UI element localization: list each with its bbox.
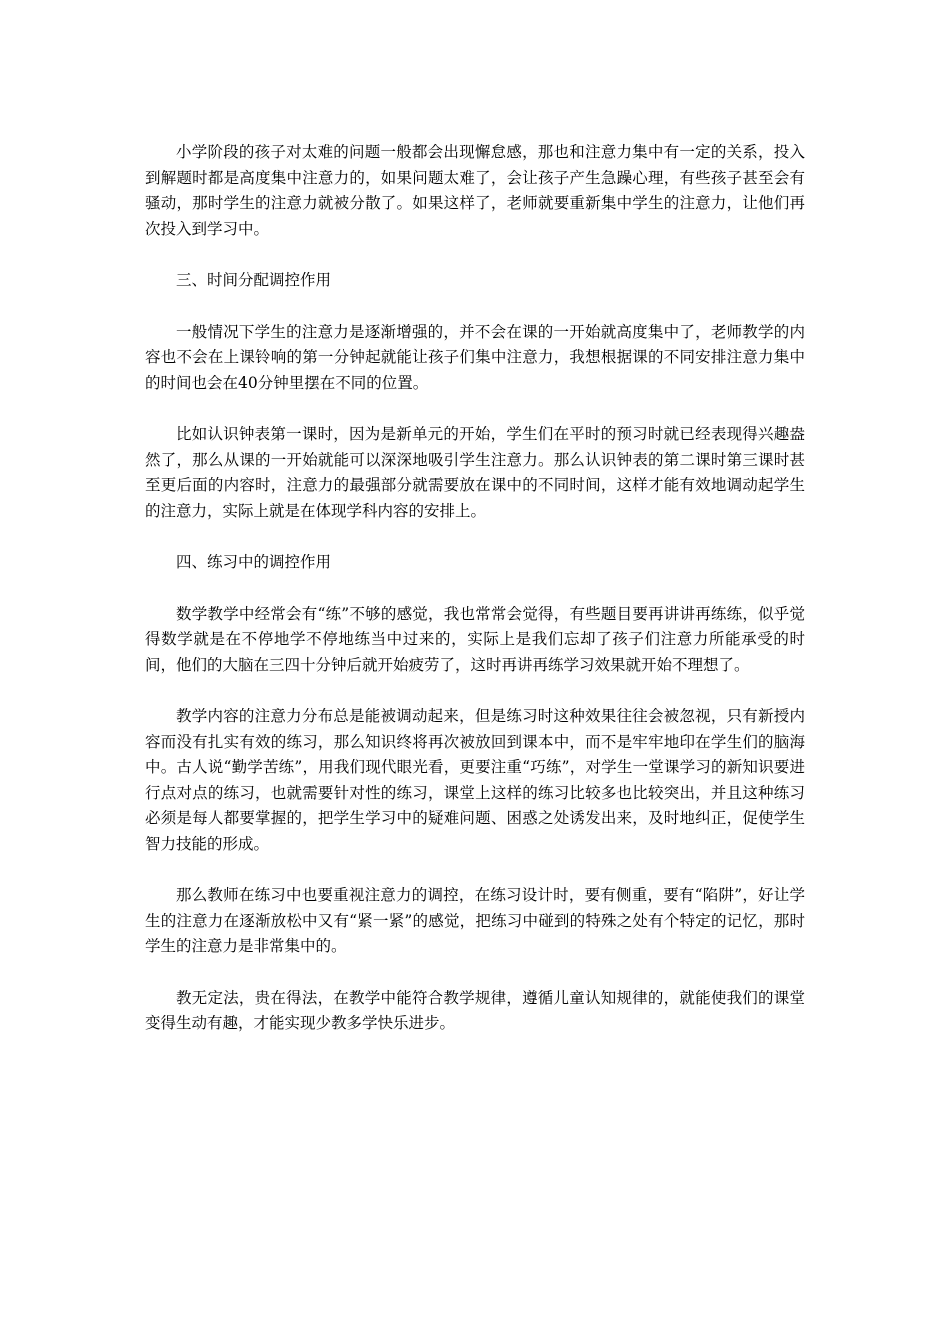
section-heading-practice-control: 四、练习中的调控作用 <box>176 553 332 571</box>
section-heading-time-allocation: 三、时间分配调控作用 <box>176 271 332 289</box>
paragraph-practice-design: 那么教师在练习中也要重视注意力的调控，在练习设计时，要有侧重，要有“陷阱”，好让学生的注意力在逐渐放松中又有“紧一紧”的感觉，把练习中碰到的特殊之处有个特定的记忆，那时学生的注意力是非常集中的。 <box>145 886 805 955</box>
paragraph-clock-lesson: 比如认识钟表第一课时，因为是新单元的开始，学生们在平时的预习时就已经表现得兴趣盎然了，那么从课的一开始就能可以深深地吸引学生注意力。那么认识钟表的第二课时第三课时甚至更后面的内容时，注意力的最强部分就需要放在课中的不同时间，这样才能有效地调动起学生的注意力，实际上就是在体现学科内容的安排上。 <box>145 425 805 520</box>
paragraph-attention-difficulty: 小学阶段的孩子对太难的问题一般都会出现懈怠感，那也和注意力集中有一定的关系，投入到解题时都是高度集中注意力的，如果问题太难了，会让孩子产生急躁心理，有些孩子甚至会有骚动，那时学生的注意力就被分散了。如果这样了，老师就要重新集中学生的注意力，让他们再次投入到学习中。 <box>145 143 805 238</box>
paragraph-practice-feeling: 数学教学中经常会有“练”不够的感觉，我也常常会觉得，有些题目要再讲讲再练练，似乎觉得数学就是在不停地学不停地练当中过来的，实际上是我们忘却了孩子们注意力所能承受的时间，他们的大脑在三四十分钟后就开始疲劳了，这时再讲再练学习效果就开始不理想了。 <box>145 604 805 674</box>
document-page <box>145 140 805 1063</box>
paragraph-practice-effect: 教学内容的注意力分布总是能被调动起来，但是练习时这种效果往往会被忽视，只有新授内容而没有扎实有效的练习，那么知识终将再次被放回到课本中，而不是牢牢地印在学生们的脑海中。古人说“勤学苦练”，用我们现代眼光看，更要注重“巧练”，对学生一堂课学习的新知识要进行点对点的练习，也就需要针对性的练习，课堂上这样的练习比较多也比较突出，并且这种练习必须是每人都要掌握的，把学生学习中的疑难问题、困惑之处诱发出来，及时地纠正，促使学生智力技能的形成。 <box>145 707 805 853</box>
paragraph-conclusion: 教无定法，贵在得法，在教学中能符合教学规律，遵循儿童认知规律的，就能使我们的课堂变得生动有趣，才能实现少教多学快乐进步。 <box>145 988 805 1032</box>
paragraph-attention-increases: 一般情况下学生的注意力是逐渐增强的，并不会在课的一开始就高度集中了，老师教学的内容也不会在上课铃响的第一分钟起就能让孩子们集中注意力，我想根据课的不同安排注意力集中的时间也会在40分钟里摆在不同的位置。 <box>145 322 805 392</box>
